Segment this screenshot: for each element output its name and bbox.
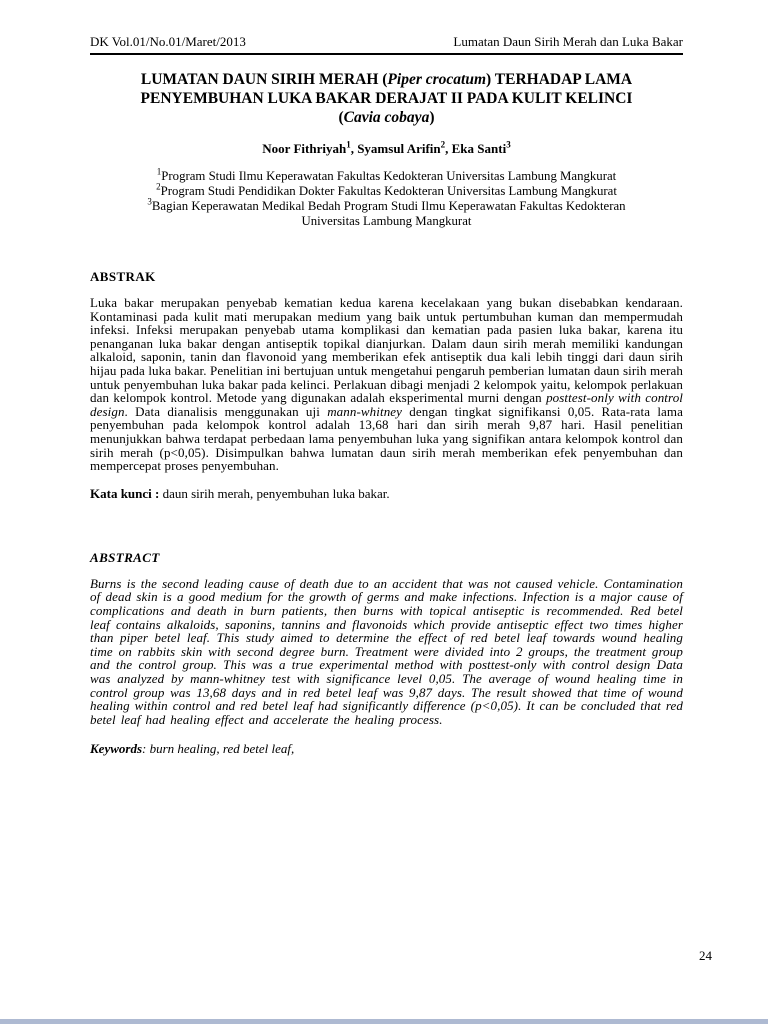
title-species-latin-1: Piper crocatum [387, 71, 487, 88]
author-3-affil-mark: 3 [506, 139, 511, 150]
affiliation-3 [90, 196, 683, 229]
affiliations-block [90, 166, 683, 229]
affiliation-2-text: Program Studi Pendidikan Dokter Fakultas Kedokteran Universitas Lambung Mangkurat [160, 183, 617, 198]
abstrak-body [90, 296, 683, 473]
abstrak-italic-design-term: posttest-only with control design [90, 390, 684, 419]
title-text-5: ) [429, 109, 435, 127]
affiliation-1-text: Program Studi Ilmu Keperawatan Fakultas Kedokteran Universitas Lambung Mangkurat [161, 168, 617, 183]
author-2-affil-mark: 2 [440, 139, 446, 150]
abstrak-text-1: Luka bakar merupakan penyebab kematian kedua karena kecelakaan yang bukan disebabkan kendaraan. Kontaminasi pada kulit mati merupakan medium yang baik untuk pertumbuhan kuman dan mempermudah infeksi. Infeksi merupakan penyebab utama komplikasi dan kematian pada pasien luka bakar, karena itu penanganan luka bakar dengan antiseptik topikal dianjurkan. Dalam daun sirih merah memiliki kandungan alkaloid, saponin, tanin dan flavonoid yang memberikan efek antiseptik dua kali lebih tinggi dari daun sirih hijau pada luka bakar. Penelitian ini bertujuan untuk mengetahui pengaruh pemberian lumatan daun sirih merah untuk penyembuhan luka bakar pada kelinci. Perlakuan dibagi menjadi 2 kelompok yaitu, kelompok perlakuan dan kelompok kontrol. Metode yang digunakan adalah eksperimental murni dengan [90, 295, 683, 406]
author-1-affil-mark: 1 [346, 139, 351, 150]
kata-kunci-label: Kata kunci : [90, 485, 160, 501]
keywords-text: : burn healing, red betel leaf, [142, 741, 295, 757]
title-text-2: ) TERHADAP LAMA [486, 71, 633, 88]
affiliation-1 [90, 166, 683, 184]
keywords-label: Keywords [90, 741, 142, 757]
abstrak-heading: ABSTRAK [90, 269, 156, 285]
kata-kunci-text: daun sirih merah, penyembuhan luka bakar. [159, 485, 390, 501]
title-text-3: PENYEMBUHAN LUKA BAKAR DERAJAT II PADA KULIT KELINCI [140, 90, 633, 108]
affiliation-1-mark: 1 [156, 166, 162, 177]
abstract-heading: ABSTRACT [90, 549, 160, 565]
abstract-body: Burns is the second leading cause of death due to an accident that was not caused vehicle. Contamination of dead skin is a good medium for the growth of germs and make infections. Infection is a major cause of complications and death in burn patients, then burns with topical antiseptic is recommended. Red betel leaf contains alkaloids, saponins, tannins and flavonoids which provide antiseptic effect two times higher than piper betel leaf. This study aimed to determine the effect of red betel leaf towards wound healing time on rabbits skin with second degree burn. Treatment were divided into 2 groups, the treatment group and the control group. This was a true experimental method with posttest-only with control design Data was analyzed by mann-whitney test with significance level 0,05. The average of wound healing time in control group was 13,68 days and in red betel leaf was 9,87 days. The result showed that time of wound healing within control and red betel leaf had significantly difference (p<0,05). It can be concluded that red betel leaf had healing effect and accelerate the healing process. [90, 575, 683, 727]
affiliation-3-text-line2: Universitas Lambung Mangkurat [301, 213, 472, 228]
author-separator-1: , [350, 140, 358, 156]
affiliation-3-text: Bagian Keperawatan Medikal Bedah Program Studi Ilmu Keperawatan Fakultas Kedokteran [151, 198, 626, 213]
header-rule [90, 53, 683, 55]
page-number: 24 [699, 948, 712, 963]
authors-line [90, 141, 683, 157]
abstrak-text-3: dengan tingkat signifikansi 0,05. Rata-rata lama penyembuhan pada kelompok kontrol adalah 13,68 hari dan sirih merah 9,87 hari. Hasil penelitian menunjukkan bahwa terdapat perbedaan lama penyembuhan luka yang signifikan antara kelompok kontrol dan sirih merah (p<0,05). Disimpulkan bahwa lumatan daun sirih merah memberikan efek penyembuhan dan mempercepat proses penyembuhan. [90, 403, 683, 474]
paper-title [90, 70, 683, 128]
affiliation-2 [90, 181, 683, 199]
author-separator-2: , [445, 140, 452, 156]
page-header [90, 34, 683, 50]
affiliation-2-mark: 2 [156, 181, 161, 192]
author-2: Syamsul Arifin [357, 140, 441, 156]
header-running-title: Lumatan Daun Sirih Merah dan Luka Bakar [453, 34, 683, 49]
viewer-bottom-edge [0, 1019, 768, 1024]
title-species-latin-2: Cavia cobaya [343, 109, 430, 127]
title-text-1: LUMATAN DAUN SIRIH MERAH ( [140, 71, 388, 88]
keywords-line [90, 741, 683, 757]
header-journal-info: DK Vol.01/No.01/Maret/2013 [90, 34, 246, 49]
abstrak-italic-test-term: mann-whitney [327, 403, 403, 419]
author-1: Noor Fithriyah [262, 140, 347, 156]
kata-kunci-line [90, 486, 683, 502]
abstrak-text-2: . Data dianalisis menggunakan uji [124, 403, 328, 419]
affiliation-3-mark: 3 [147, 196, 152, 207]
author-3: Eka Santi [451, 140, 507, 156]
title-text-4: ( [338, 109, 344, 127]
